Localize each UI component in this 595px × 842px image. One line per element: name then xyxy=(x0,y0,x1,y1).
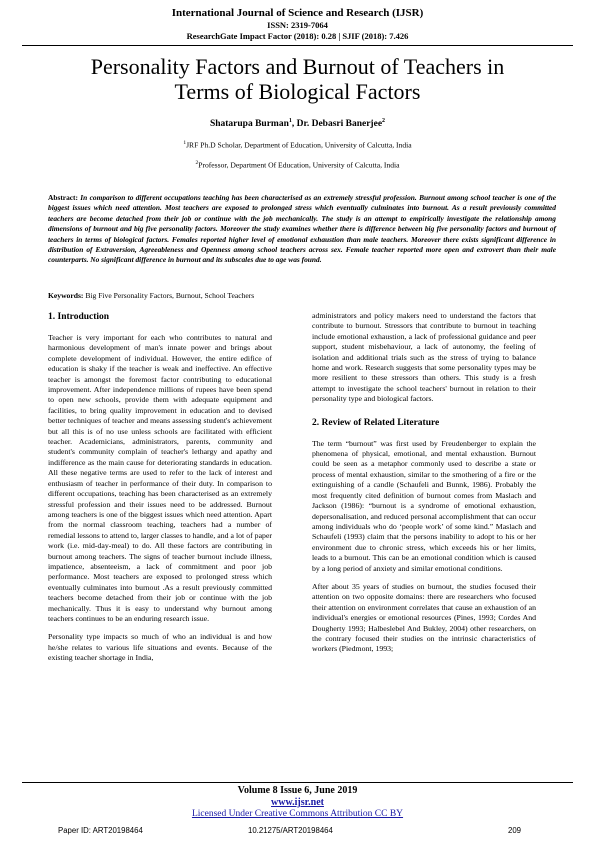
right-column xyxy=(312,311,536,663)
author-separator: , xyxy=(291,119,297,130)
keywords-label: Keywords: xyxy=(48,291,84,300)
paper-title xyxy=(30,54,565,104)
review-paragraph-1: The term “burnout” was first used by Freudenberger to explain the phenomena of physical, emotional, and mental exhaustion. Burnout could be seen as a metaphor commonly used to describe a state or process of mental exhaustion, similar to the smothering of a fire or the extinguishing of a candle (Schaufeli and Bunnk, 1986). Probably the most frequently cited definition of burnout comes from Maslach and Jackson (1986): “burnout is a syndrome of emotional exhaustion, depersonalisation, and reduced personal accomplishment that can occur among individuals who do ‘people work’ of some kind.” Maslach and Schaufeli (1993) claim that the persons inability to adopt to his or her environment due to chronic stress, which exceeds his or her limits, leads to a burnout. This can be an emotional condition which is caused by a long period of anxiety and similar emotional conditions. xyxy=(312,438,536,573)
header-rule xyxy=(22,45,573,46)
paper-id: Paper ID: ART20198464 xyxy=(58,826,143,835)
left-column xyxy=(48,311,272,672)
journal-impact-factor: ResearchGate Impact Factor (2018): 0.28 | SJIF (2018): 7.426 xyxy=(186,30,409,41)
abstract-label: Abstract: xyxy=(48,193,78,202)
authors xyxy=(0,118,595,129)
introduction-heading: 1. Introduction xyxy=(48,312,110,322)
affiliation-2-sup: 2 xyxy=(195,160,199,166)
footer-license-link[interactable]: Licensed Under Creative Commons Attribution CC BY xyxy=(191,809,404,819)
journal-issn: ISSN: 2319-7064 xyxy=(267,20,328,30)
affiliation-2-text: Professor, Department Of Education, University of Calcutta, India xyxy=(198,160,400,170)
abstract xyxy=(48,193,556,266)
affiliation-1-text: JRF Ph.D Scholar, Department of Education, University of Calcutta, India xyxy=(186,140,412,150)
footer-meta xyxy=(28,826,568,838)
affiliation-2 xyxy=(0,160,595,170)
review-heading: 2. Review of Related Literature xyxy=(312,417,440,428)
introduction-paragraph-3: administrators and policy makers need to understand the factors that contribute to burnout. Stressors that contribute to burnout in teaching include emotional exhaustion, a lack of professional guidance and peer support, student misbehaviour, a lack of autonomy, the feeling of isolation and additional trials such as the stress of trying to balance home and work. Research suggests that some personality types may be more resilient to these stressors than others. This study is a fresh attempt to investigate the school teachers' burnout in relation to their personality type and biological factors. xyxy=(312,311,536,404)
footer-rule xyxy=(22,782,573,783)
introduction-paragraph-2: Personality type impacts so much of who an individual is and how he/she relates to various life situations and events. Because of the existing teacher shortage in India, xyxy=(48,632,272,663)
introduction-paragraph-1: Teacher is very important for each who contributes to natural and harmonious development of man's innate power and brings about complete development of individual. However, the entire edifice of education is shaky if the teacher is weak and ineffective. An effective teacher is amongst the foremost factor contributing to educational improvement. After independence millions of rupees have been spend to open new schools, provide them with adequate equipment and facilities, to bring quality improvement in education and to devised better techniques of teacher and means assessing student's achievement but all this is of no use unless schools are facilitated with efficient teacher. Academicians, administrators, parents, community and student's community complain of teacher's lethargy and apathy and indifference as the main cause for deteriorating standards in education. All these negative terms are used to refer to the lack of interest and enthusiasm of teacher in performance of their duty. In comparison to different occupations, teaching has been characterised as an extremely stressful profession and their issues need to be addressed. Burnout among teachers is one of the biggest issues which need attention. Apart from the normal classroom teaching, teachers had a number of remedial lessons to attend to, larger classes to handle, and a lot of paper work (i.e. mid-day-meal) to do. All these factors are contributing in burnout among teachers. The signs of teacher burnout include illness, impatience, absenteeism, a lack of commitment and poor job performance. Most teachers are exposed to prolonged stress which eventually culminates into burnout .As a result previously committed teachers become detached from their job or continue with the job mechanically. Thus it is easy to understand why burnout among teachers continues to be an enduring research issue. xyxy=(48,333,272,623)
journal-header xyxy=(0,7,595,41)
doi: 10.21275/ART20198464 xyxy=(248,826,333,835)
keywords-text: Big Five Personality Factors, Burnout, School Teachers xyxy=(85,291,255,300)
affiliation-1-sup: 1 xyxy=(183,140,187,146)
review-paragraph-2: After about 35 years of studies on burnout, the studies focused their attention on two opposite domains: there are researchers who focused their attention on environment correlates that cause an exhaustion of an individual's energies or emotional resources (Pines, 1993; Cordes And Dougherty 1993; Halbeslebel And Bukley, 2004) other researchers, on the contrary focused their studies on the intrinsic characteristics of workers (Piedmont, 1993; xyxy=(312,581,536,654)
footer-volume: Volume 8 Issue 6, June 2019 xyxy=(237,785,358,796)
page-number: 209 xyxy=(508,826,522,835)
abstract-text: In comparison to different occupations teaching has been characterised as an extremely stressful profession. Burnout among school teacher is one of the biggest issues which need attention. Most teachers are exposed to prolonged stress which eventually culminates into burnout. As a result previously committed teachers are become detached from their job or continue with the job mechanically. The study is an attempt to empirically investigate the relationship among dimensions of burnout and big five personality factors. Moreover the study examines whether there is difference between big five personality factors and burnout of teachers in terms of biological factors. Females reported higher level of emotional exhaustion than male teachers. Moreover there exists significant difference in distribution of Extraversion, Agreeableness and Openness among school teachers across sex. Female teacher reported more open and extrovert than their male counterparts. No significant difference in burnout and its subscales due to age was found. xyxy=(48,193,556,265)
author-1-sup: 1 xyxy=(288,118,292,124)
author-2-sup: 2 xyxy=(382,118,386,124)
title-line-1: Personality Factors and Burnout of Teachers in xyxy=(90,54,505,79)
journal-name: International Journal of Science and Research (IJSR) xyxy=(171,7,424,19)
title-line-2: Terms of Biological Factors xyxy=(174,79,421,104)
footer-url-link[interactable]: www.ijsr.net xyxy=(271,797,324,808)
author-1: Shatarupa Burman xyxy=(209,119,289,130)
keywords xyxy=(48,291,556,300)
author-2: Dr. Debasri Banerjee xyxy=(296,119,383,130)
affiliation-1 xyxy=(0,140,595,150)
